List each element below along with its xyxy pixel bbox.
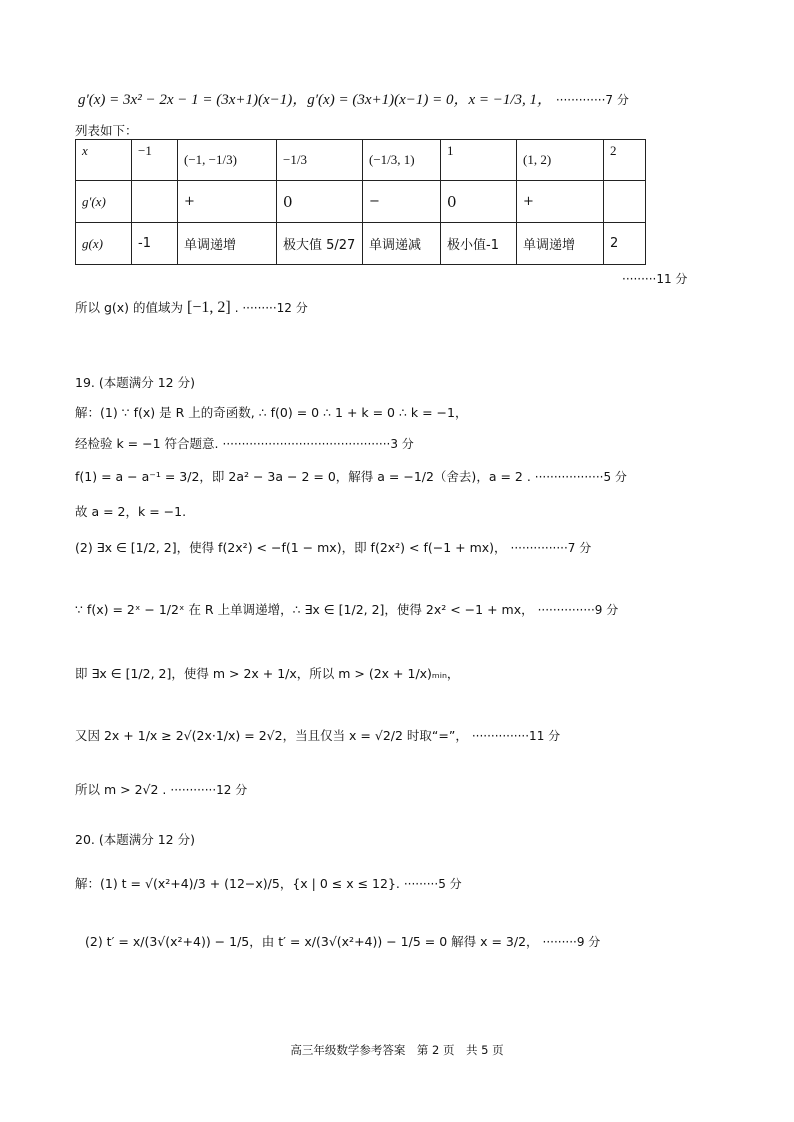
table-cell: 1: [441, 140, 517, 181]
table-cell: g(x): [76, 223, 132, 265]
table-cell: [604, 181, 646, 223]
score-mark: ·········9 分: [542, 935, 601, 949]
table-cell: 2: [604, 223, 646, 265]
q19-line: [75, 780, 247, 798]
table-cell: [132, 181, 178, 223]
range-interval: [−1, 2]: [187, 299, 231, 316]
q20-title: 20. (本题满分 12 分): [75, 832, 195, 847]
score-mark: . ·········12 分: [234, 301, 308, 315]
table-cell: +: [178, 181, 277, 223]
variation-table: [75, 139, 646, 265]
table-cell: −1/3: [277, 140, 363, 181]
q20-line: [75, 874, 462, 892]
table-cell: (1, 2): [517, 140, 604, 181]
table-row: [76, 181, 646, 223]
table-cell: +: [517, 181, 604, 223]
q20-line: [85, 932, 600, 950]
q19-text: f(1) = a − a⁻¹ = 3/2，即 2a² − 3a − 2 = 0，解得 a = −1/2（舍去)，a = 2 .: [75, 469, 531, 484]
table-cell: g′(x): [76, 181, 132, 223]
table-row: [76, 140, 646, 181]
score-mark: ·········11 分: [622, 272, 688, 286]
table-cell: 0: [441, 181, 517, 223]
table-cell: (−1, −1/3): [178, 140, 277, 181]
table-cell: 极大值 5/27: [277, 223, 363, 265]
page-footer: 高三年级数学参考答案 第 2 页 共 5 页: [290, 1043, 504, 1057]
table-cell: −1: [132, 140, 178, 181]
range-text: 所以 g(x) 的值域为: [75, 300, 184, 315]
score-mark: ···············7 分: [510, 541, 592, 555]
table-cell: 单调递减: [363, 223, 441, 265]
derivative-line: [78, 88, 629, 109]
q19-line: [75, 600, 618, 618]
table-cell: 2: [604, 140, 646, 181]
score-mark: ············12 分: [170, 783, 248, 797]
q19-line: 即 ∃x ∈ [1/2, 2]，使得 m > 2x + 1/x，所以 m > (2x + 1/x)ₘᵢₙ，: [75, 666, 460, 681]
q20-text: (2) t′ = x/(3√(x²+4)) − 1/5，由 t′ = x/(3√(x²+4)) − 1/5 = 0 解得 x = 3/2，: [85, 934, 539, 949]
q20-text: 解：(1) t = √(x²+4)/3 + (12−x)/5，{x | 0 ≤ x ≤ 12}.: [75, 876, 400, 891]
score-mark: ···············9 分: [537, 603, 619, 617]
q19-text: ∵ f(x) = 2ˣ − 1/2ˣ 在 R 上单调递增，∴ ∃x ∈ [1/2, 2]，使得 2x² < −1 + mx，: [75, 602, 534, 617]
table-cell: 单调递增: [178, 223, 277, 265]
score-mark: ·········5 分: [403, 877, 462, 891]
q19-line: 故 a = 2，k = −1.: [75, 504, 187, 519]
score-mark: ············································3 分: [222, 437, 414, 451]
score-mark: ··················5 分: [534, 470, 627, 484]
table-cell: (−1/3, 1): [363, 140, 441, 181]
q19-text: 所以 m > 2√2 .: [75, 782, 167, 797]
derivative-equation: g′(x) = 3x² − 2x − 1 = (3x+1)(x−1)，g′(x) = (3x+1)(x−1) = 0，x = −1/3, 1，: [78, 92, 553, 108]
q19-text: 经检验 k = −1 符合题意.: [75, 436, 219, 451]
table-cell: -1: [132, 223, 178, 265]
q19-line: 解：(1) ∵ f(x) 是 R 上的奇函数, ∴ f(0) = 0 ∴ 1 + k = 0 ∴ k = −1，: [75, 405, 468, 420]
q19-text: 又因 2x + 1/x ≥ 2√(2x·1/x) = 2√2，当且仅当 x = √2/2 时取“=”，: [75, 728, 468, 743]
table-cell: 0: [277, 181, 363, 223]
q19-text: (2) ∃x ∈ [1/2, 2]，使得 f(2x²) < −f(1 − mx)，即 f(2x²) < f(−1 + mx)，: [75, 540, 507, 555]
q19-title: 19. (本题满分 12 分): [75, 375, 195, 390]
table-row: [76, 223, 646, 265]
table-cell: 极小值-1: [441, 223, 517, 265]
table-cell: 单调递增: [517, 223, 604, 265]
range-line: [75, 298, 308, 317]
score-mark: ·············7 分: [555, 93, 629, 107]
table-intro: 列表如下：: [75, 123, 138, 138]
q19-line: [75, 538, 591, 556]
q19-line: [75, 434, 414, 452]
q19-line: [75, 726, 560, 744]
score-mark: ···············11 分: [471, 729, 561, 743]
table-cell: x: [76, 140, 132, 181]
q19-line: [75, 467, 627, 485]
table-cell: −: [363, 181, 441, 223]
